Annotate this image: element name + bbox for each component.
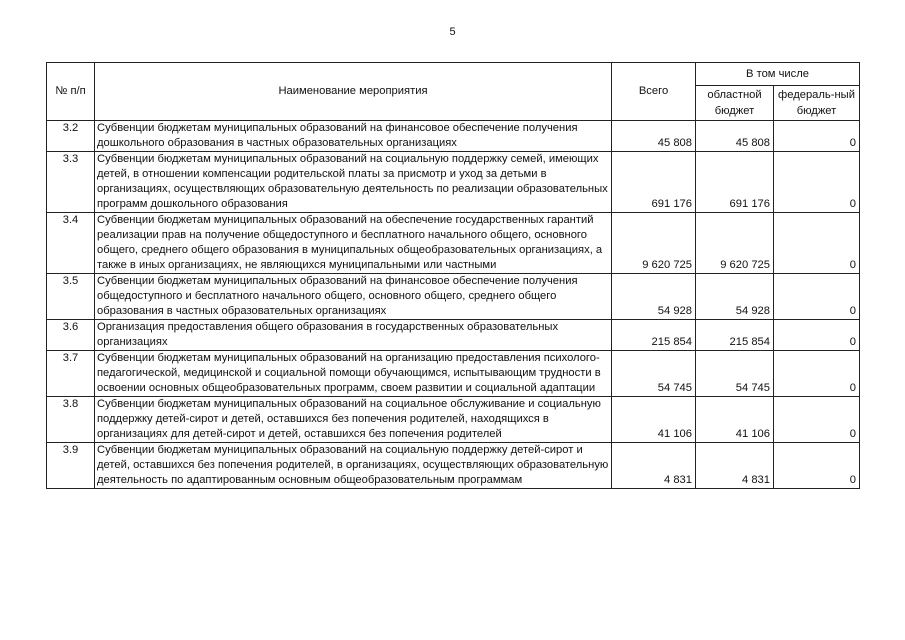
table-row	[47, 443, 860, 489]
row-num: 3.2	[47, 121, 95, 152]
table-row	[47, 121, 860, 152]
row-total: 9 620 725	[612, 213, 696, 274]
row-total: 4 831	[612, 443, 696, 489]
row-federal: 0	[774, 213, 860, 274]
row-federal: 0	[774, 443, 860, 489]
table-header	[47, 63, 860, 121]
row-num: 3.7	[47, 351, 95, 397]
row-name: Субвенции бюджетам муниципальных образований на организацию предоставления психолого-педагогической, медицинской и социальной помощи обучающимся, испытывающим трудности в освоении основных общеобразовательных программ, своем развитии и социальной адаптации	[95, 351, 612, 397]
row-num: 3.3	[47, 152, 95, 213]
row-federal: 0	[774, 397, 860, 443]
header-name: Наименование мероприятия	[95, 63, 612, 121]
table-row	[47, 351, 860, 397]
row-name: Субвенции бюджетам муниципальных образований на социальное обслуживание и социальную поддержку детей-сирот и детей, оставшихся без попечения родителей, находящихся в организациях для детей-сирот и детей, оставшихся без попечения родителей	[95, 397, 612, 443]
row-regional: 9 620 725	[696, 213, 774, 274]
row-num: 3.9	[47, 443, 95, 489]
header-num: № п/п	[47, 63, 95, 121]
row-name: Субвенции бюджетам муниципальных образований на социальную поддержку детей-сирот и детей, оставшихся без попечения родителей, в организациях, осуществляющих образовательную деятельность по адаптированным основным общеобразовательным программам	[95, 443, 612, 489]
row-num: 3.8	[47, 397, 95, 443]
header-including: В том числе	[696, 63, 860, 86]
row-regional: 691 176	[696, 152, 774, 213]
row-name: Субвенции бюджетам муниципальных образований на обеспечение государственных гарантий реализации прав на получение общедоступного и бесплатного начального общего, основного общего, среднего общего образования в муниципальных общеобразовательных организациях, а также в иных организациях, не являющихся муниципальными или частными	[95, 213, 612, 274]
row-name: Субвенции бюджетам муниципальных образований на социальную поддержку семей, имеющих детей, в отношении компенсации родительской платы за присмотр и уход за детьми в организациях, осуществляющих образовательную деятельность по реализации образовательных программ дошкольного образования	[95, 152, 612, 213]
row-federal: 0	[774, 152, 860, 213]
table-row	[47, 320, 860, 351]
row-total: 54 745	[612, 351, 696, 397]
row-regional: 54 928	[696, 274, 774, 320]
row-name: Организация предоставления общего образования в государственных образовательных организациях	[95, 320, 612, 351]
row-num: 3.4	[47, 213, 95, 274]
header-federal: федераль-ный бюджет	[774, 86, 860, 121]
table-row	[47, 213, 860, 274]
row-regional: 45 808	[696, 121, 774, 152]
row-regional: 41 106	[696, 397, 774, 443]
row-name: Субвенции бюджетам муниципальных образований на финансовое обеспечение получения общедоступного и бесплатного начального общего, основного общего, среднего общего образования в частных образовательных организациях	[95, 274, 612, 320]
row-total: 45 808	[612, 121, 696, 152]
row-total: 54 928	[612, 274, 696, 320]
row-total: 41 106	[612, 397, 696, 443]
page-number: 5	[449, 26, 456, 38]
table-row	[47, 397, 860, 443]
row-num: 3.5	[47, 274, 95, 320]
row-federal: 0	[774, 274, 860, 320]
row-total: 215 854	[612, 320, 696, 351]
row-federal: 0	[774, 320, 860, 351]
budget-table	[46, 62, 860, 489]
table-row	[47, 152, 860, 213]
row-regional: 4 831	[696, 443, 774, 489]
row-regional: 54 745	[696, 351, 774, 397]
table-body	[47, 121, 860, 489]
row-name: Субвенции бюджетам муниципальных образований на финансовое обеспечение получения дошкольного образования в частных образовательных организациях	[95, 121, 612, 152]
header-total: Всего	[612, 63, 696, 121]
row-federal: 0	[774, 351, 860, 397]
row-federal: 0	[774, 121, 860, 152]
table-row	[47, 274, 860, 320]
row-regional: 215 854	[696, 320, 774, 351]
header-regional: областной бюджет	[696, 86, 774, 121]
row-total: 691 176	[612, 152, 696, 213]
row-num: 3.6	[47, 320, 95, 351]
